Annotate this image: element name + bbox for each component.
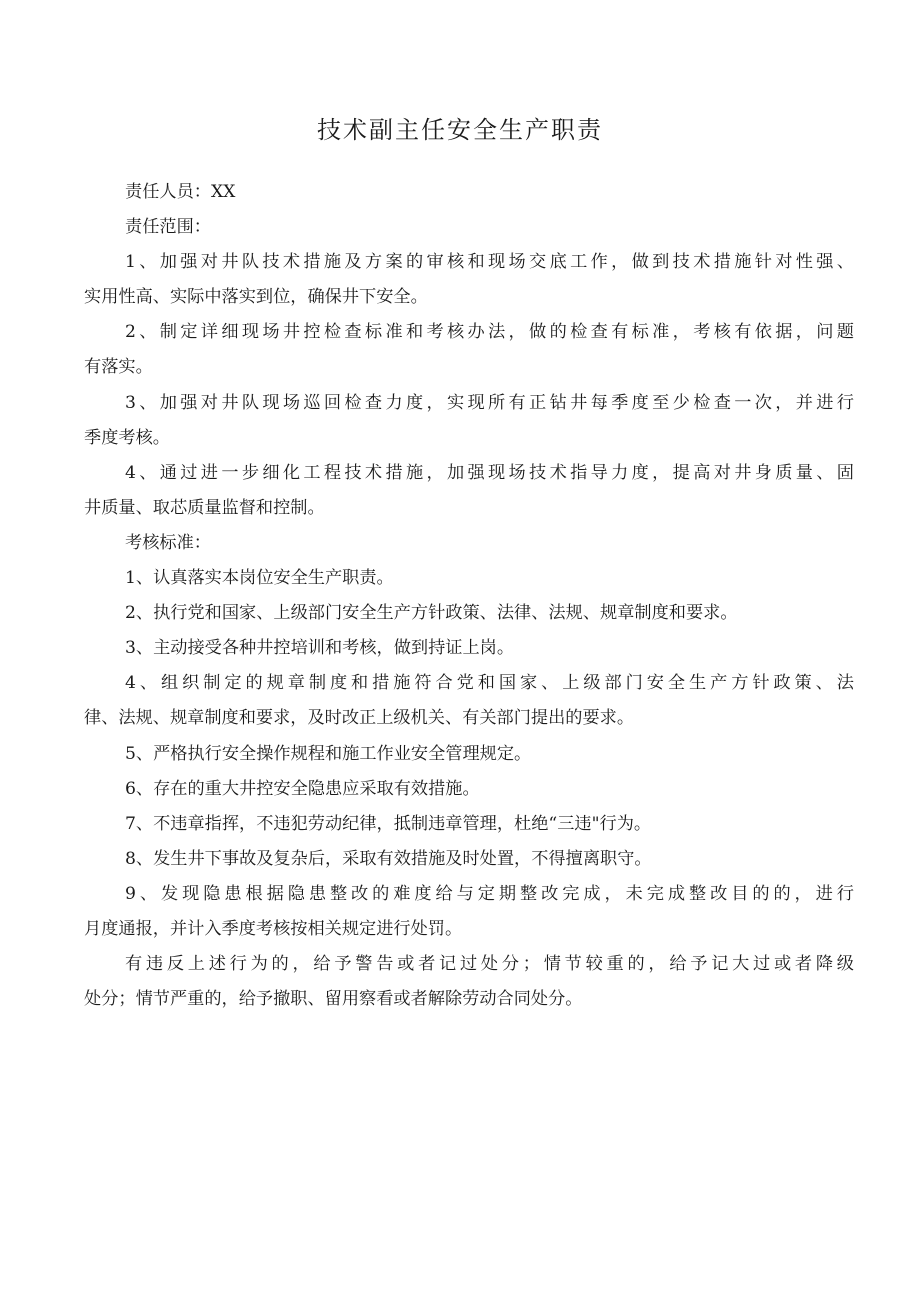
responsibility-scope-heading: 责任范围： — [125, 217, 211, 238]
assessment-standards-heading: 考核标准： — [125, 532, 211, 553]
standard-item-8: 8、发生井下事故及复杂后，采取有效措施及时处置，不得擅离职守。 — [125, 848, 652, 869]
standard-item-9-line-2: 月度通报，并计入季度考核按相关规定进行处罚。 — [84, 918, 463, 939]
standard-item-1: 1、认真落实本岗位安全生产职责。 — [125, 568, 394, 589]
standard-item-9-line-1: 9、发现隐患根据隐患整改的难度给与定期整改完成，未完成整改目的的，进行 — [125, 883, 854, 904]
scope-item-1-line-2: 实用性高、实际中落实到位，确保井下安全。 — [84, 287, 428, 308]
scope-item-3-line-2: 季度考核。 — [84, 427, 170, 448]
standard-item-3: 3、主动接受各种井控培训和考核，做到持证上岗。 — [125, 638, 515, 659]
standard-item-2: 2、执行党和国家、上级部门安全生产方针政策、法律、法规、规章制度和要求。 — [125, 603, 738, 624]
document-body — [84, 175, 854, 1017]
document-title: 技术副主任安全生产职责 — [317, 116, 603, 144]
penalty-line-1: 有违反上述行为的，给予警告或者记过处分；情节较重的，给予记大过或者降级 — [125, 954, 854, 975]
scope-item-4-line-2: 井质量、取芯质量监督和控制。 — [84, 497, 325, 518]
standard-item-5: 5、严格执行安全操作规程和施工作业安全管理规定。 — [125, 743, 532, 764]
scope-item-3-line-1: 3、加强对井队现场巡回检查力度，实现所有正钻井每季度至少检查一次，并进行 — [125, 392, 854, 413]
scope-item-1-line-1: 1、加强对井队技术措施及方案的审核和现场交底工作，做到技术措施针对性强、 — [125, 252, 854, 273]
scope-item-2-line-1: 2、制定详细现场井控检查标准和考核办法，做的检查有标准，考核有依据，问题 — [125, 322, 854, 343]
standard-item-4-line-1: 4、组织制定的规章制度和措施符合党和国家、上级部门安全生产方针政策、法 — [125, 673, 854, 694]
standard-item-7: 7、不违章指挥，不违犯劳动纪律，抵制违章管理，杜绝“三违"行为。 — [125, 813, 652, 834]
responsible-person-line: 责任人员：XX — [125, 182, 236, 202]
standard-item-6: 6、存在的重大井控安全隐患应采取有效措施。 — [125, 778, 480, 799]
standard-item-4-line-2: 律、法规、规章制度和要求，及时改正上级机关、有关部门提出的要求。 — [84, 708, 635, 729]
penalty-line-2: 处分；情节严重的，给予撤职、留用察看或者解除劳动合同处分。 — [84, 989, 583, 1010]
scope-item-4-line-1: 4、通过进一步细化工程技术措施，加强现场技术指导力度，提高对井身质量、固 — [125, 462, 854, 483]
scope-item-2-line-2: 有落实。 — [84, 357, 153, 378]
